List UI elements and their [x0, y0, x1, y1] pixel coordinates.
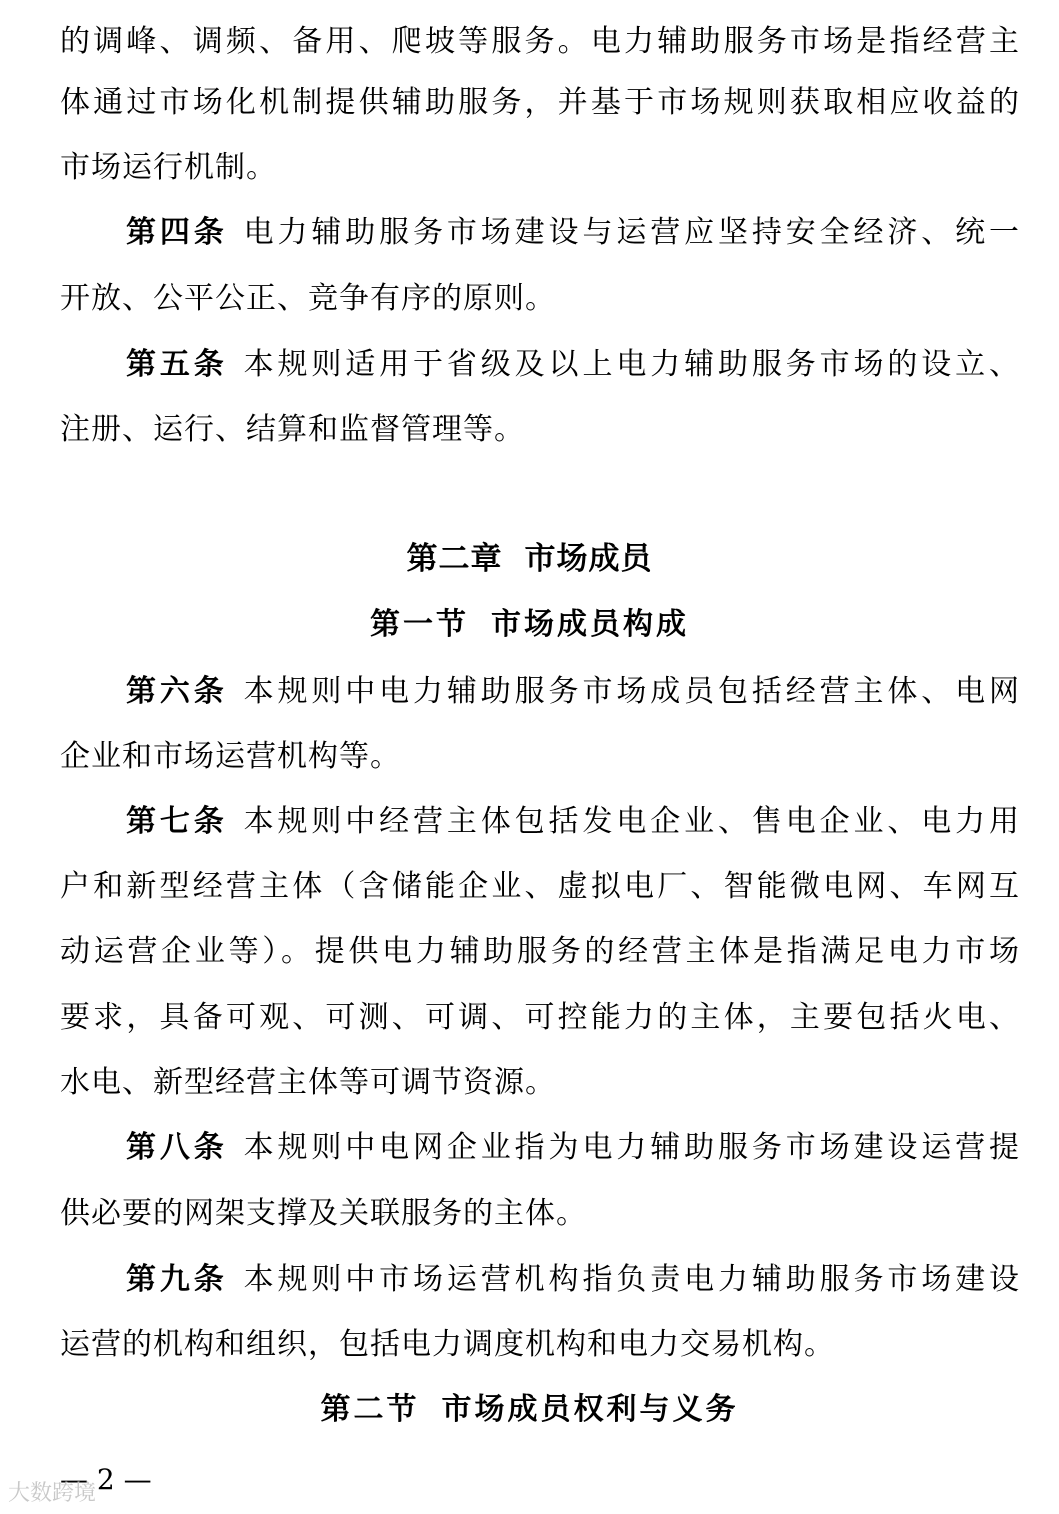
paragraph-line: 运营的机构和组织，包括电力调度机构和电力交易机构。 — [60, 1327, 835, 1362]
article-4-first-line — [126, 213, 1020, 253]
paragraph-line: 要求，具备可观、可测、可调、可控能力的主体，主要包括火电、 — [60, 1000, 1020, 1035]
chapter-title: 市场成员 — [524, 541, 653, 577]
section-heading — [0, 1390, 1059, 1430]
article-6-first-line — [126, 672, 1020, 712]
article-7-first-line — [126, 802, 1020, 842]
chapter-number: 第二章 — [406, 541, 503, 577]
paragraph-line: 开放、公平公正、竞争有序的原则。 — [60, 281, 556, 316]
article-5-first-line — [126, 345, 1020, 385]
article-4-label: 第四条 — [126, 215, 228, 250]
article-4-text: 电力辅助服务市场建设与运营应坚持安全经济、统一 — [243, 215, 1020, 250]
article-6-text: 本规则中电力辅助服务市场成员包括经营主体、电网 — [243, 674, 1020, 709]
section-title: 市场成员构成 — [491, 607, 689, 642]
section-number: 第二节 — [320, 1392, 420, 1427]
paragraph-line: 体通过市场化机制提供辅助服务，并基于市场规则获取相应收益的 — [60, 85, 1020, 120]
paragraph-line: 注册、运行、结算和监督管理等。 — [60, 412, 525, 447]
paragraph-line: 市场运行机制。 — [60, 150, 277, 185]
article-8-label: 第八条 — [126, 1130, 228, 1165]
page-number: — 2 — — [60, 1463, 152, 1496]
section-title: 市场成员权利与义务 — [441, 1392, 739, 1427]
paragraph-line: 的调峰、调频、备用、爬坡等服务。电力辅助服务市场是指经营主 — [60, 24, 1020, 59]
article-6-label: 第六条 — [126, 674, 228, 709]
article-9-first-line — [126, 1260, 1020, 1300]
watermark — [8, 1480, 96, 1508]
watermark-text: 大数跨境 — [8, 1481, 97, 1506]
paragraph-line: 企业和市场运营机构等。 — [60, 739, 401, 774]
article-9-label: 第九条 — [126, 1262, 228, 1297]
article-8-text: 本规则中电网企业指为电力辅助服务市场建设运营提 — [243, 1130, 1020, 1165]
section-heading — [0, 605, 1059, 645]
article-7-label: 第七条 — [126, 804, 228, 839]
paragraph-line: 水电、新型经营主体等可调节资源。 — [60, 1065, 556, 1100]
paragraph-line: 户和新型经营主体（含储能企业、虚拟电厂、智能微电网、车网互 — [60, 869, 1020, 904]
article-7-text: 本规则中经营主体包括发电企业、售电企业、电力用 — [243, 804, 1020, 839]
chapter-heading — [0, 538, 1059, 580]
section-number: 第一节 — [370, 607, 469, 642]
article-5-text: 本规则适用于省级及以上电力辅助服务市场的设立、 — [243, 347, 1020, 382]
paragraph-line: 动运营企业等）。提供电力辅助服务的经营主体是指满足电力市场 — [60, 934, 1020, 969]
paragraph-line: 供必要的网架支撑及关联服务的主体。 — [60, 1196, 587, 1231]
article-5-label: 第五条 — [126, 347, 228, 382]
article-9-text: 本规则中市场运营机构指负责电力辅助服务市场建设 — [243, 1262, 1020, 1297]
article-8-first-line — [126, 1128, 1020, 1168]
